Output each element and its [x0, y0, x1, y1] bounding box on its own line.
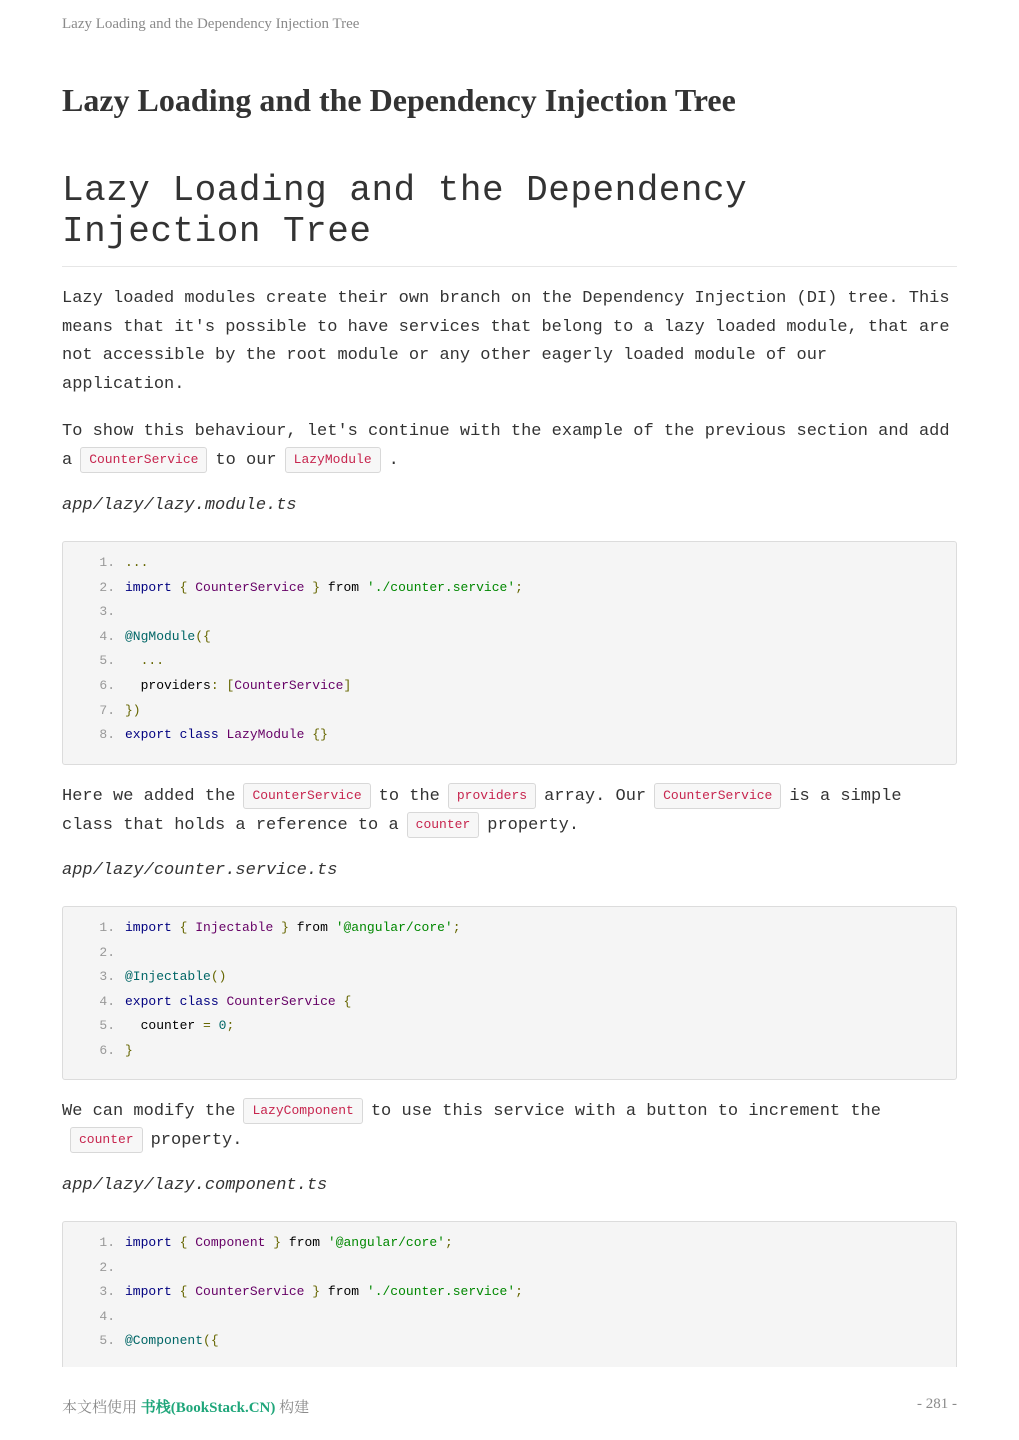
line-number: 6. — [99, 1042, 115, 1058]
code-token: from — [281, 1235, 328, 1250]
code-token: ({ — [195, 628, 211, 644]
paragraph-text: . — [388, 450, 399, 470]
code-token: class — [179, 993, 219, 1009]
inline-code: CounterService — [80, 447, 207, 473]
code-token: Component — [195, 1235, 266, 1250]
code-token: : — [210, 677, 219, 693]
intro-paragraph: Lazy loaded modules create their own branch on the Dependency Injection (DI) tree. This means that it's possible to have services that belong to a lazy loaded module, that are not accessible by the root module or any other eagerly loaded module of our application. — [62, 289, 950, 394]
code-token: CounterService — [195, 579, 305, 595]
line-number: 3. — [99, 1284, 115, 1300]
code-token — [172, 1284, 180, 1299]
paragraph-text: to use this service with a button to increment the — [370, 1102, 881, 1121]
code-token: CounterService — [234, 677, 344, 693]
code-token: { — [179, 920, 188, 935]
code-line — [63, 1305, 956, 1330]
inline-code: LazyComponent — [243, 1098, 362, 1124]
code-token — [125, 653, 141, 668]
line-number: 6. — [99, 677, 115, 693]
code-token: export — [125, 727, 172, 743]
code-token: ({ — [203, 1333, 219, 1349]
inline-code: CounterService — [654, 783, 781, 809]
paragraph-text: array. Our — [544, 787, 647, 806]
line-number: 3. — [99, 604, 115, 620]
code-token: } — [281, 920, 289, 935]
code-token: 0 — [218, 1018, 227, 1034]
page-footer — [62, 1396, 957, 1417]
modify-paragraph — [62, 1098, 957, 1155]
code-token: import — [125, 1284, 172, 1300]
running-header: Lazy Loading and the Dependency Injection Tree — [62, 16, 360, 32]
code-line — [63, 1256, 956, 1281]
code-line — [63, 1014, 956, 1039]
code-token: '@angular/core' — [327, 1235, 445, 1250]
code-token: } — [312, 1284, 321, 1300]
line-number: 4. — [99, 1308, 115, 1324]
code-token: from — [320, 579, 367, 595]
code-line — [63, 576, 956, 601]
code-line — [63, 723, 956, 748]
line-number: 2. — [99, 944, 115, 960]
code-token: { — [179, 579, 188, 595]
line-number: 1. — [99, 920, 115, 935]
code-token: CounterService — [226, 993, 336, 1009]
code-token: ; — [452, 920, 461, 935]
paragraph-text: We can modify the — [62, 1102, 236, 1121]
code-line — [63, 649, 956, 674]
inline-code: LazyModule — [285, 447, 381, 473]
show-paragraph — [62, 418, 957, 475]
footer-prefix: 本文档使用 — [62, 1400, 138, 1416]
file-path-module: app/lazy/lazy.module.ts — [62, 496, 297, 515]
line-number: 7. — [99, 702, 115, 718]
code-line — [63, 625, 956, 650]
code-token: }) — [125, 702, 141, 718]
paragraph-text: Here we added the — [62, 787, 236, 806]
code-token: ... — [125, 555, 149, 570]
code-token: ] — [343, 677, 352, 693]
code-token: @Component — [125, 1333, 204, 1349]
code-token: LazyModule — [226, 727, 305, 743]
code-token: './counter.service' — [366, 579, 516, 595]
code-token — [172, 994, 180, 1009]
line-number: 1. — [99, 1235, 115, 1250]
code-token: () — [210, 969, 227, 985]
code-line — [63, 965, 956, 990]
code-token: { — [179, 1235, 188, 1250]
code-token: class — [179, 727, 219, 743]
code-line — [63, 551, 956, 576]
footer-suffix: 构建 — [279, 1400, 310, 1416]
paragraph-text: is a simple class that holds a reference to a — [62, 787, 902, 835]
code-token: Injectable — [195, 920, 274, 935]
code-token: CounterService — [195, 1284, 305, 1300]
line-number: 1. — [99, 555, 115, 570]
line-number: 2. — [99, 579, 115, 595]
line-number: 8. — [99, 727, 115, 743]
code-token — [172, 580, 180, 595]
chapter-title: Lazy Loading and the Dependency Injection Tree — [62, 82, 736, 118]
paragraph-text: to the — [378, 787, 440, 806]
added-paragraph — [62, 783, 957, 840]
code-token: from — [320, 1284, 367, 1300]
code-line — [63, 1039, 956, 1064]
paragraph-text: property. — [487, 815, 580, 835]
code-token: ; — [226, 1018, 235, 1034]
code-token: ; — [515, 579, 523, 595]
code-block-service — [62, 906, 957, 1080]
page-content — [62, 170, 957, 1367]
code-line — [63, 674, 956, 699]
code-token: [ — [226, 677, 235, 693]
line-number: 2. — [99, 1259, 115, 1275]
line-number: 4. — [99, 628, 115, 644]
section-title: Lazy Loading and the Dependency Injection Tree — [62, 170, 957, 267]
code-token — [172, 920, 180, 935]
code-token: @Injectable — [125, 969, 211, 985]
inline-code: CounterService — [243, 783, 370, 809]
code-token: } — [312, 579, 321, 595]
code-block-module — [62, 541, 957, 765]
paragraph-text: To show this behaviour, let's continue with the example of the previous section and add a — [62, 422, 950, 470]
paragraph-text: property. — [150, 1130, 243, 1150]
code-line — [63, 1231, 956, 1256]
code-token — [172, 727, 180, 742]
code-token: export — [125, 993, 172, 1009]
file-path-service: app/lazy/counter.service.ts — [62, 861, 338, 880]
code-token: ... — [140, 653, 165, 669]
code-line — [63, 916, 956, 941]
code-token: import — [125, 1235, 172, 1250]
page-number: - 281 - — [917, 1396, 957, 1412]
file-path-component: app/lazy/lazy.component.ts — [62, 1176, 328, 1195]
code-token: '@angular/core' — [335, 920, 453, 935]
bookstack-link[interactable]: 书栈(BookStack.CN) — [140, 1400, 276, 1416]
code-token: import — [125, 920, 172, 935]
inline-code: counter — [407, 812, 480, 838]
code-token: providers — [125, 677, 211, 693]
code-token: = — [203, 1018, 211, 1034]
code-line — [63, 990, 956, 1015]
code-token: ; — [515, 1284, 523, 1300]
code-token: from — [288, 920, 336, 935]
code-token — [273, 920, 281, 935]
code-line — [63, 941, 956, 966]
code-token: ; — [444, 1235, 453, 1250]
line-number: 5. — [99, 1018, 115, 1034]
code-token: } — [273, 1235, 282, 1250]
code-token: { — [179, 1284, 188, 1300]
code-line — [63, 1329, 956, 1354]
inline-code: counter — [70, 1127, 143, 1153]
code-token: counter — [125, 1018, 204, 1034]
line-number: 5. — [99, 1333, 115, 1349]
paragraph-text: to our — [215, 450, 277, 470]
code-line — [63, 1280, 956, 1305]
code-token — [172, 1235, 180, 1250]
code-token: import — [125, 579, 172, 595]
line-number: 4. — [99, 993, 115, 1009]
line-number: 3. — [99, 969, 115, 985]
code-token: { — [343, 993, 352, 1009]
code-line — [63, 600, 956, 625]
code-token — [211, 1018, 219, 1033]
line-number: 5. — [99, 653, 115, 669]
code-token: {} — [312, 727, 328, 743]
code-line — [63, 699, 956, 724]
code-token: './counter.service' — [366, 1284, 516, 1300]
inline-code: providers — [448, 783, 536, 809]
code-token: @NgModule — [125, 628, 196, 644]
code-token: } — [125, 1042, 133, 1058]
code-block-component — [62, 1221, 957, 1367]
